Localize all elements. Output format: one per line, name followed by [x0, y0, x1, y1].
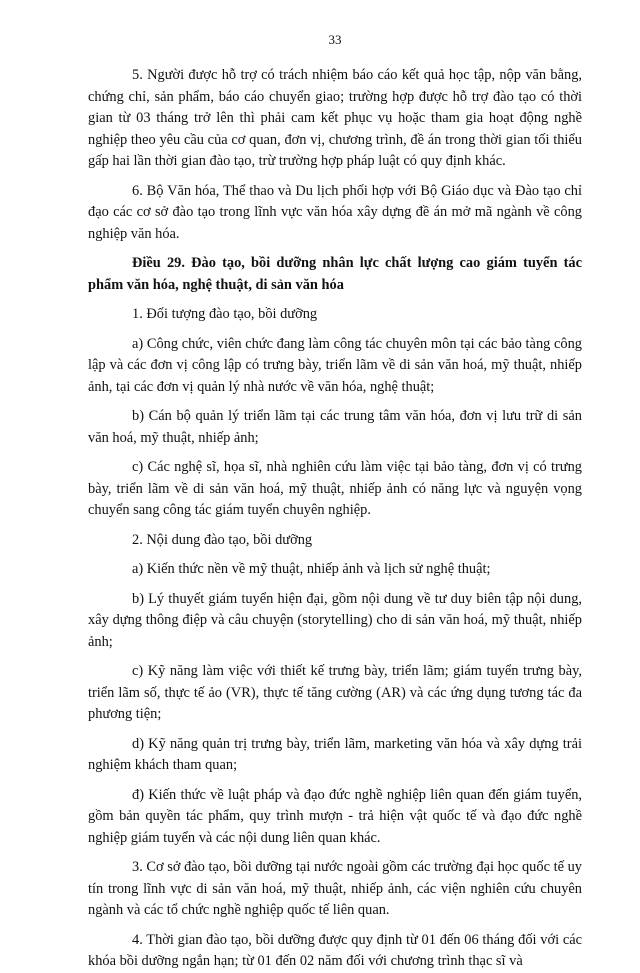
item-1a-paragraph: a) Công chức, viên chức đang làm công tác chuyên môn tại các bảo tàng công lập và các đơn vị công lập có trưng bày, triển lãm về di sản văn hoá, mỹ thuật, nhiếp ảnh, tại các đơn vị quản lý nhà nước về văn hóa, nghệ thuật;	[88, 335, 582, 395]
section-1-heading: 1. Đối tượng đào tạo, bồi dưỡng	[132, 306, 318, 322]
article-29-heading: Điều 29. Đào tạo, bồi dưỡng nhân lực chất lượng cao giám tuyển tác phẩm văn hóa, nghệ thuật, di sản văn hóa	[88, 255, 582, 293]
item-1b-paragraph: b) Cán bộ quản lý triển lãm tại các trung tâm văn hóa, đơn vị lưu trữ di sản văn hoá, mỹ thuật, nhiếp ảnh;	[88, 408, 582, 446]
section-3-paragraph: 3. Cơ sở đào tạo, bồi dưỡng tại nước ngoài gồm các trường đại học quốc tế uy tín trong lĩnh vực di sản văn hoá, mỹ thuật, nhiếp ảnh, các viện nghiên cứu chuyên ngành và các tổ chức nghề nghiệp quốc tế liên quan.	[88, 859, 582, 918]
item-1c-paragraph: c) Các nghệ sĩ, họa sĩ, nhà nghiên cứu làm việc tại bảo tàng, đơn vị có trưng bày, triển lãm về di sản văn hoá, mỹ thuật, nhiếp ảnh có năng lực và nguyện vọng chuyển sang công tác giám tuyển chuyên nghiệp.	[88, 459, 582, 518]
clause-6-paragraph: 6. Bộ Văn hóa, Thể thao và Du lịch phối hợp với Bộ Giáo dục và Đào tạo chỉ đạo các cơ sở đào tạo trong lĩnh vực văn hóa xây dựng đề án mở mã ngành về công nghiệp văn hóa.	[88, 182, 582, 242]
item-2c-paragraph: c) Kỹ năng làm việc với thiết kế trưng bày, triển lãm; giám tuyển trưng bày, triển lãm số, thực tế ảo (VR), thực tế tăng cường (AR) và các ứng dụng tương tác đa phương tiện;	[88, 663, 582, 722]
section-2-heading: 2. Nội dung đào tạo, bồi dưỡng	[132, 531, 313, 548]
item-2b-paragraph: b) Lý thuyết giám tuyển hiện đại, gồm nội dung về tư duy biên tập nội dung, xây dựng thông điệp và câu chuyện (storytelling) cho di sản văn hoá, mỹ thuật, nhiếp ảnh;	[88, 590, 582, 650]
item-2a-paragraph: a) Kiến thức nền về mỹ thuật, nhiếp ảnh và lịch sử nghệ thuật;	[132, 561, 491, 577]
page-number: 33	[328, 32, 342, 47]
item-2d-paragraph: d) Kỹ năng quản trị trưng bày, triển lãm, marketing văn hóa và xây dựng trải nghiệm khách tham quan;	[88, 735, 582, 773]
section-4-paragraph: 4. Thời gian đào tạo, bồi dưỡng được quy định từ 01 đến 06 tháng đối với các khóa bồi dưỡng ngắn hạn; từ 01 đến 02 năm đối với chương trình thạc sĩ và	[88, 931, 582, 969]
clause-5-paragraph: 5. Người được hỗ trợ có trách nhiệm báo cáo kết quả học tập, nộp văn bằng, chứng chỉ, sản phẩm, báo cáo chuyển giao; trường hợp được hỗ trợ đào tạo có thời gian từ 03 tháng trở lên thì phải cam kết phục vụ hoặc tham gia hoạt động nghề nghiệp theo yêu cầu của cơ quan, đơn vị, chương trình, đề án trong thời gian tối thiểu gấp hai lần thời gian đào tạo, trừ trường hợp pháp luật có quy định khác.	[88, 67, 582, 169]
item-2dd-paragraph: đ) Kiến thức về luật pháp và đạo đức nghề nghiệp liên quan đến giám tuyển, gồm bản quyền tác phẩm, quy trình mượn - trả hiện vật quốc tế và đạo đức nghề nghiệp giám tuyển và các nội dung liên quan khác.	[88, 786, 582, 846]
